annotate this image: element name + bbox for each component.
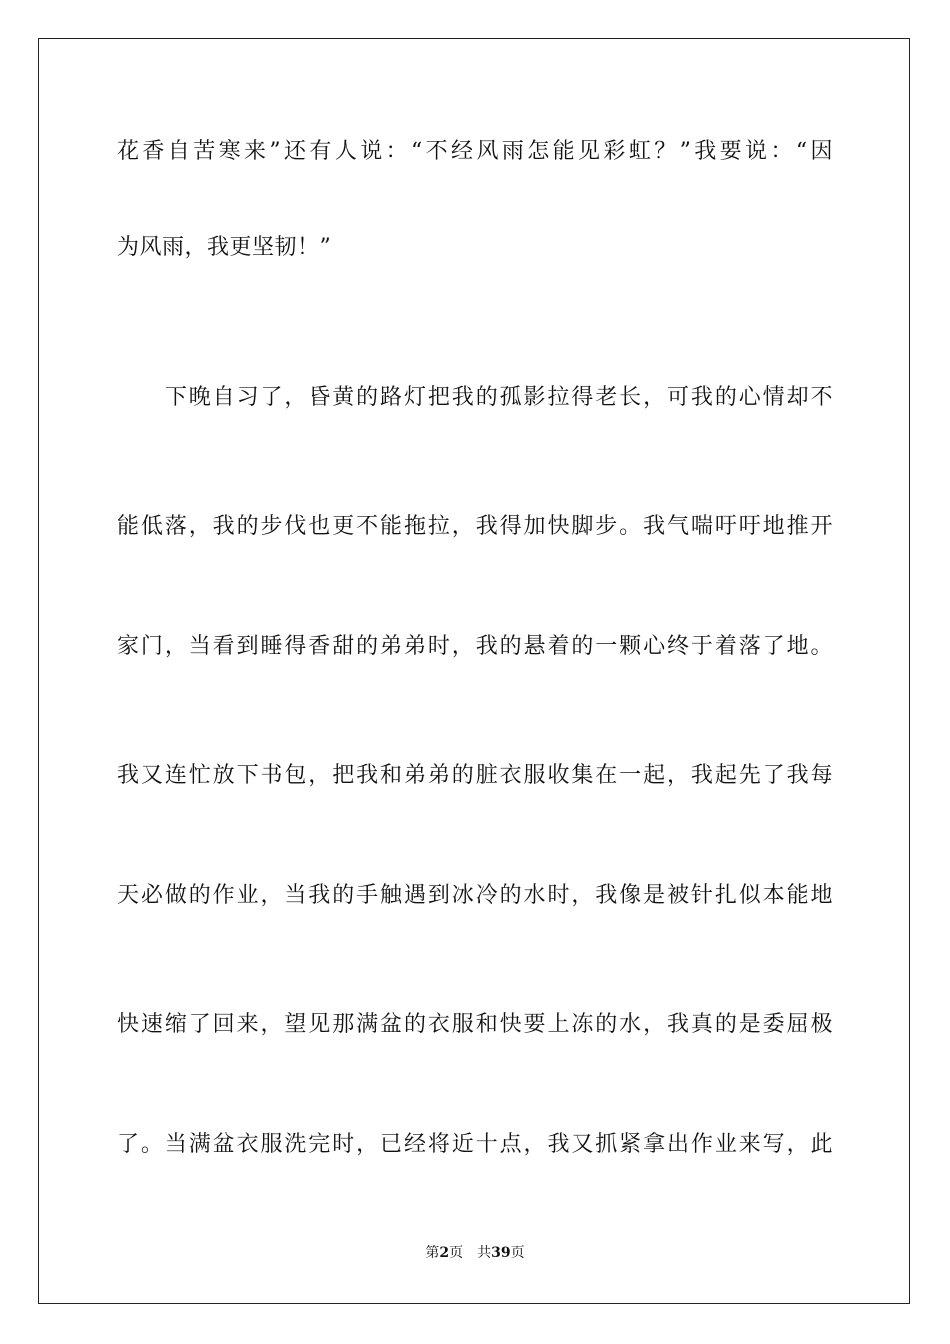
text-line-8: 快速缩了回来，望见那满盆的衣服和快要上冻的水，我真的是委屈极: [117, 1012, 833, 1037]
text-line-6: 我又连忙放下书包，把我和弟弟的脏衣服收集在一起，我起先了我每: [117, 763, 833, 788]
page-prefix: 第: [425, 1245, 440, 1261]
text-line-2: 为风雨，我更坚韧！”: [117, 235, 332, 260]
text-line-7: 天必做的作业，当我的手触遇到冰冷的水时，我像是被针扎似本能地: [117, 883, 833, 908]
page-suffix: 页: [449, 1245, 464, 1261]
page-number: 2: [439, 1245, 450, 1261]
page-border: [38, 38, 910, 1304]
total-pages: 39: [491, 1245, 511, 1261]
text-line-4: 能低落，我的步伐也更不能拖拉，我得加快脚步。我气喘吁吁地推开: [117, 514, 833, 539]
text-line-3: 下晚自习了，昏黄的路灯把我的孤影拉得老长，可我的心情却不: [117, 385, 833, 410]
total-prefix: 共: [477, 1245, 492, 1261]
text-line-9: 了。当满盆衣服洗完时，已经将近十点，我又抓紧拿出作业来写，此: [117, 1132, 833, 1157]
text-line-5: 家门，当看到睡得香甜的弟弟时，我的悬着的一颗心终于着落了地。: [117, 634, 833, 659]
page-footer: [0, 1244, 950, 1262]
text-line-1: 花香自苦寒来”还有人说：“不经风雨怎能见彩虹？”我要说：“因: [117, 139, 833, 164]
total-suffix: 页: [510, 1245, 525, 1261]
